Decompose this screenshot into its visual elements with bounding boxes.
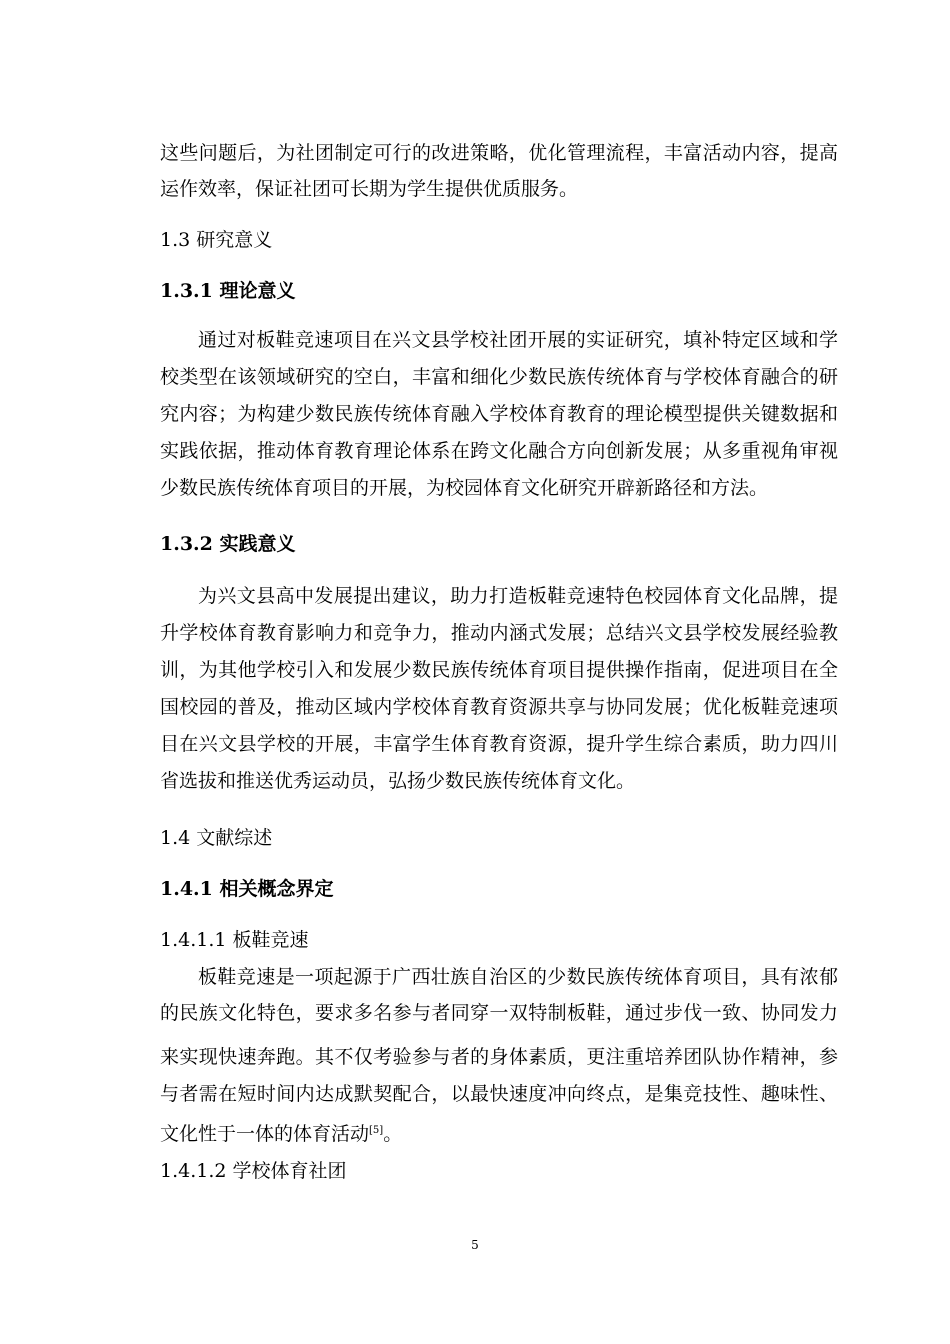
section-heading: 1.3 研究意义	[160, 229, 273, 251]
paragraph-line: 这些问题后，为社团制定可行的改进策略，优化管理流程，丰富活动内容，提高	[160, 142, 838, 164]
paragraph-line: 国校园的普及，推动区域内学校体育教育资源共享与协同发展；优化板鞋竞速项	[160, 696, 838, 718]
paragraph-line: 通过对板鞋竞速项目在兴文县学校社团开展的实证研究，填补特定区域和学	[198, 329, 838, 351]
paragraph-line: 究内容；为构建少数民族传统体育融入学校体育教育的理论模型提供关键数据和	[160, 403, 838, 425]
paragraph-line: 为兴文县高中发展提出建议，助力打造板鞋竞速特色校园体育文化品牌，提	[198, 585, 838, 607]
paragraph-line: 实践依据，推动体育教育理论体系在跨文化融合方向创新发展；从多重视角审视	[160, 440, 838, 462]
paragraph-line: 升学校体育教育影响力和竞争力，推动内涵式发展；总结兴文县学校发展经验教	[160, 622, 838, 644]
paragraph-line: 运作效率，保证社团可长期为学生提供优质服务。	[160, 178, 579, 200]
subsection-heading: 1.4.1 相关概念界定	[160, 878, 334, 900]
paragraph-line: 来实现快速奔跑。其不仅考验参与者的身体素质，更注重培养团队协作精神，参	[160, 1046, 838, 1068]
paragraph-line: 目在兴文县学校的开展，丰富学生体育教育资源，提升学生综合素质，助力四川	[160, 733, 838, 755]
paragraph-line: 校类型在该领域研究的空白，丰富和细化少数民族传统体育与学校体育融合的研	[160, 366, 838, 388]
subsubsection-heading: 1.4.1.1 板鞋竞速	[160, 929, 309, 951]
paragraph-line: 的民族文化特色，要求多名参与者同穿一双特制板鞋，通过步伐一致、协同发力	[160, 1002, 838, 1024]
paragraph-line: 少数民族传统体育项目的开展，为校园体育文化研究开辟新路径和方法。	[160, 477, 769, 499]
page-number: 5	[471, 1238, 479, 1252]
paragraph-line: 板鞋竞速是一项起源于广西壮族自治区的少数民族传统体育项目，具有浓郁	[198, 966, 838, 988]
citation-reference[interactable]: [5]	[369, 1125, 384, 1136]
subsubsection-heading: 1.4.1.2 学校体育社团	[160, 1160, 347, 1182]
paragraph-text: 文化性于一体的体育活动	[160, 1123, 370, 1145]
section-heading: 1.4 文献综述	[160, 827, 273, 849]
paragraph-line	[160, 1122, 402, 1146]
paragraph-line: 省选拔和推送优秀运动员，弘扬少数民族传统体育文化。	[160, 770, 636, 792]
paragraph-text: 。	[383, 1123, 403, 1145]
subsection-heading: 1.3.1 理论意义	[160, 280, 296, 302]
subsection-heading: 1.3.2 实践意义	[160, 533, 296, 555]
paragraph-line: 与者需在短时间内达成默契配合，以最快速度冲向终点，是集竞技性、趣味性、	[160, 1083, 838, 1105]
paragraph-line: 训，为其他学校引入和发展少数民族传统体育项目提供操作指南，促进项目在全	[160, 659, 838, 681]
